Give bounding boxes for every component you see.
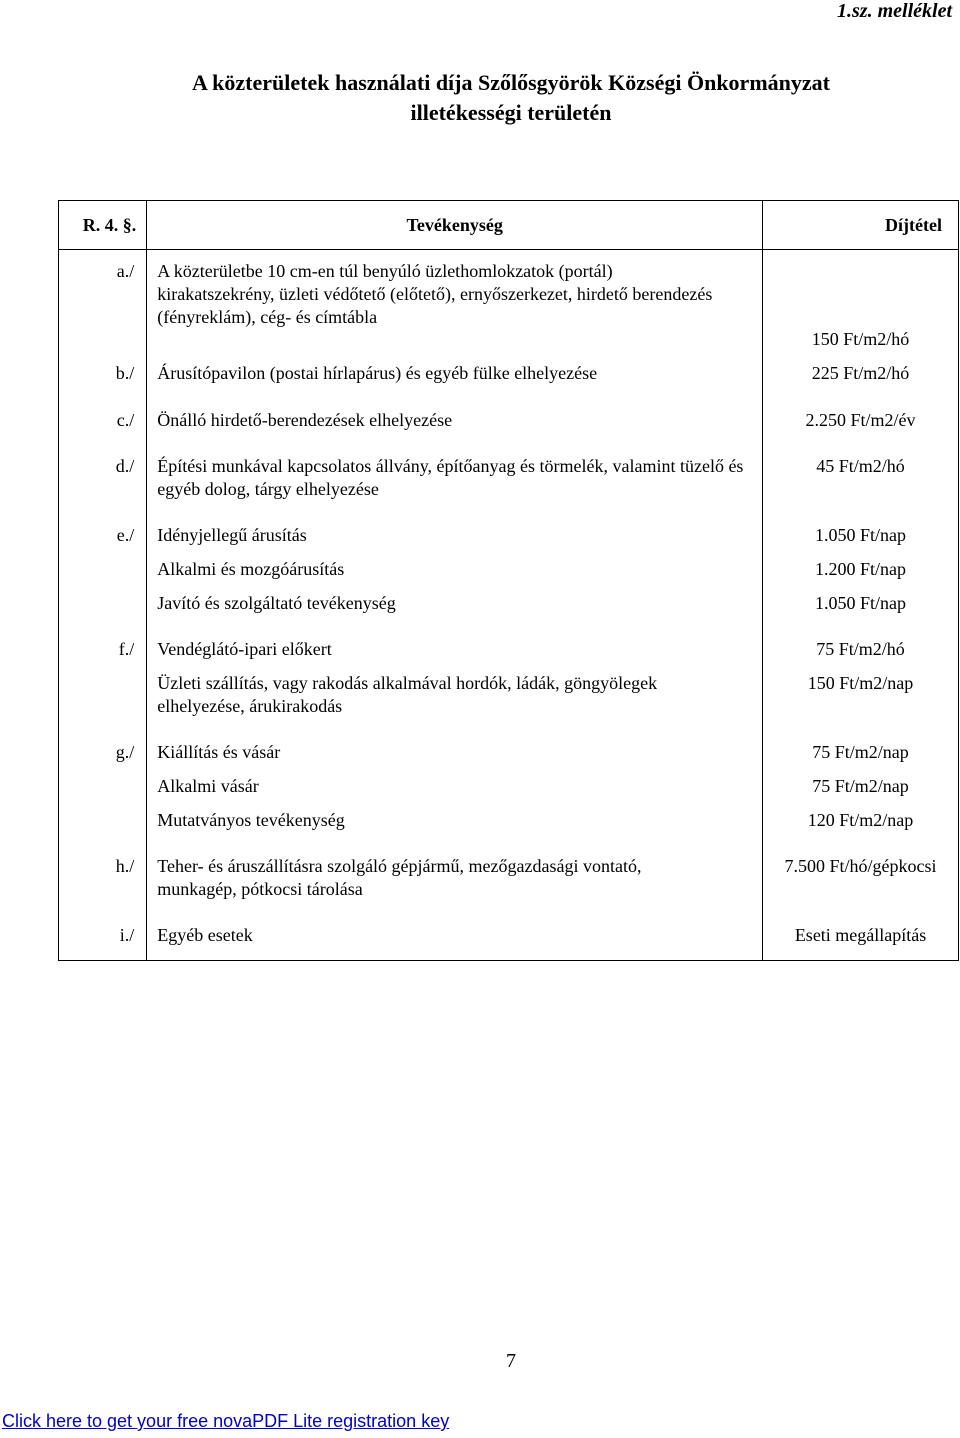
table-header-row	[59, 201, 959, 250]
row-id: e./	[116, 525, 135, 545]
table-row	[59, 809, 959, 832]
row-text: Mutatványos tevékenység	[157, 810, 345, 830]
row-fee: Eseti megállapítás	[794, 925, 927, 945]
row-fee: 1.050 Ft/nap	[815, 593, 907, 613]
row-fee: 1.050 Ft/nap	[815, 525, 907, 545]
row-text: Teher- és áruszállításra szolgáló gépjármű, mezőgazdasági vontató, munkagép, pótkocsi tárolása	[157, 856, 642, 899]
table-row	[59, 638, 959, 661]
fee-table	[58, 200, 959, 961]
table-row	[59, 409, 959, 432]
row-text: Üzleti szállítás, vagy rakodás alkalmával hordók, ládák, göngyölegek elhelyezése, árukirakodás	[157, 673, 658, 716]
row-id: b./	[115, 363, 135, 383]
row-text: Árusítópavilon (postai hírlapárus) és egyéb fülke elhelyezése	[157, 363, 598, 383]
header-fee: Díjtétel	[763, 201, 959, 250]
page-number: 7	[506, 1350, 516, 1372]
row-fee: 75 Ft/m2/nap	[812, 776, 909, 796]
row-text: Építési munkával kapcsolatos állvány, építőanyag és törmelék, valamint tüzelő és egyéb dolog, tárgy elhelyezése	[157, 456, 744, 499]
table-row	[59, 855, 959, 901]
row-id: a./	[116, 261, 135, 281]
table-row	[59, 362, 959, 385]
title-line-1: A közterületek használati díja Szőlősgyörök Községi Önkormányzat	[192, 70, 830, 95]
row-fee: 75 Ft/m2/hó	[816, 639, 905, 659]
row-fee: 1.200 Ft/nap	[815, 559, 907, 579]
row-fee: 2.250 Ft/m2/év	[805, 410, 916, 430]
row-id: d./	[115, 456, 135, 476]
row-id: f./	[118, 639, 135, 659]
row-text: Alkalmi és mozgóárusítás	[157, 559, 345, 579]
row-fee: 120 Ft/m2/nap	[807, 810, 914, 830]
document-title	[0, 68, 960, 128]
table-row	[59, 672, 959, 718]
table-row	[59, 592, 959, 615]
row-fee: 150 Ft/m2/nap	[807, 673, 914, 693]
row-text: Kiállítás és vásár	[157, 742, 281, 762]
table-row	[59, 741, 959, 764]
row-text: Idényjellegű árusítás	[157, 525, 307, 545]
row-text: Egyéb esetek	[157, 925, 253, 945]
row-fee: 45 Ft/m2/hó	[816, 456, 905, 476]
row-text: Alkalmi vásár	[157, 776, 259, 796]
row-text: Javító és szolgáltató tevékenység	[157, 593, 396, 613]
row-id: c./	[116, 410, 135, 430]
row-text: Önálló hirdető-berendezések elhelyezése	[157, 410, 453, 430]
header-section: R. 4. §.	[59, 201, 147, 250]
row-fee: 150 Ft/m2/hó	[811, 329, 910, 349]
table-row	[59, 250, 959, 352]
title-line-2: illetékességi területén	[410, 100, 612, 125]
header-activity: Tevékenység	[147, 201, 763, 250]
row-id: i./	[119, 925, 135, 945]
row-fee: 7.500 Ft/hó/gépkocsi	[784, 856, 937, 876]
row-text: Vendéglátó-ipari előkert	[157, 639, 332, 659]
row-fee: 225 Ft/m2/hó	[811, 363, 910, 383]
row-id: g./	[115, 742, 135, 762]
table-row	[59, 558, 959, 581]
table-row	[59, 775, 959, 798]
table-row	[59, 924, 959, 961]
table-row	[59, 455, 959, 501]
annex-label: 1.sz. melléklet	[837, 0, 952, 22]
row-text: A közterületbe 10 cm-en túl benyúló üzlethomlokzatok (portál) kirakatszekrény, üzleti védőtető (előtető), ernyőszerkezet, hirdető berendezés (fényreklám), cég- és címtábla	[157, 261, 713, 327]
row-fee: 75 Ft/m2/nap	[812, 742, 909, 762]
registration-key-link[interactable]: Click here to get your free novaPDF Lite registration key	[2, 1411, 450, 1431]
table-row	[59, 524, 959, 547]
row-id: h./	[115, 856, 135, 876]
